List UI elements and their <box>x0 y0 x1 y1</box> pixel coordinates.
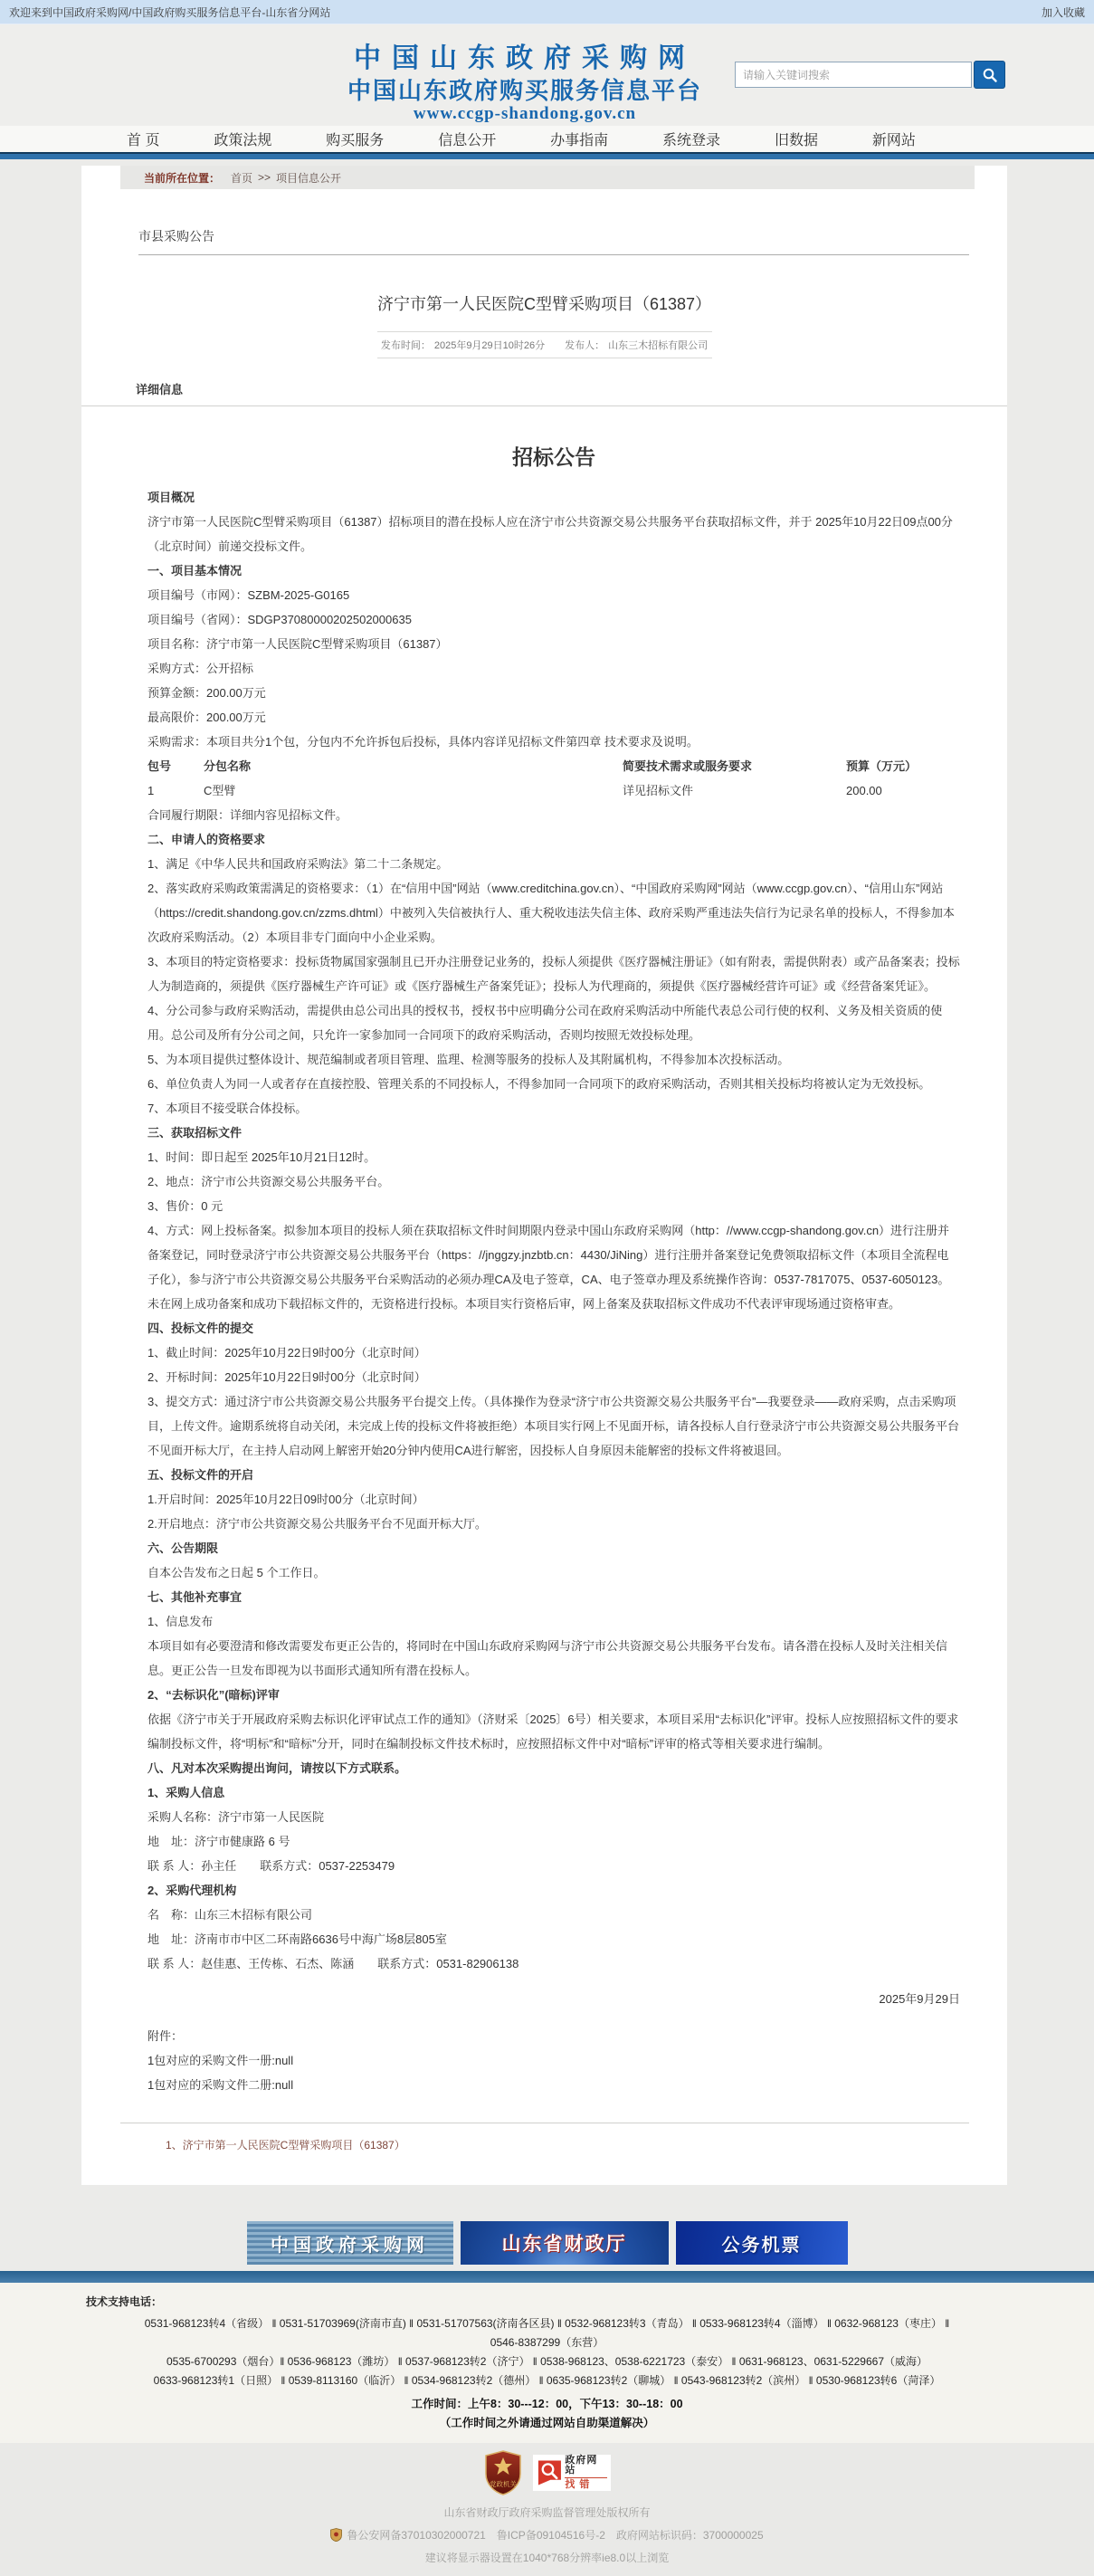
breadcrumb-label: 当前所在位置： <box>144 171 221 185</box>
police-badge-icon <box>330 2528 342 2542</box>
banner-links <box>0 2221 1094 2265</box>
nav <box>127 129 916 149</box>
find-error-badge[interactable] <box>533 2455 611 2491</box>
package-table-row <box>147 778 960 803</box>
article-paragraph: 项目编号（省网）：SDGP37080000202502000635 <box>147 613 412 626</box>
logo-line1: 中国山东政府采购网 <box>354 43 696 73</box>
nav-item[interactable]: 信息公开 <box>438 133 497 148</box>
package-cell: 预算（万元） <box>846 759 918 773</box>
article-title: 招标公告 <box>512 445 595 469</box>
bottom-footer <box>0 2443 1094 2576</box>
beian-text: 鲁公安网备37010302000721 鲁ICP备09104516号-2 政府网站标识码：3700000025 <box>347 2529 764 2542</box>
package-cell: 分包名称 <box>204 759 252 773</box>
article-heading: 八、凡对本次采购提出询问，请按以下方式联系。 <box>147 1761 407 1775</box>
support-phone-label: 技术支持电话： <box>86 2295 163 2308</box>
support-phone-lines <box>0 2314 1094 2390</box>
article-paragraph: 5、为本项目提供过整体设计、规范编制或者项目管理、监理、检测等服务的投标人及其附属机构，不得参加本次投标活动。 <box>147 1053 790 1066</box>
article-paragraph: 1、信息发布 <box>147 1615 214 1628</box>
article-paragraph: 4、分公司参与政府采购活动，需提供由总公司出具的授权书，授权书中应明确分公司在政府采购活动中所能代表总公司行使的权利、义务及相关资质的使用。总公司及所有分公司之间，只允许一家参加同一合同项下的政府采购活动，否则均按照无效投标处理。 <box>147 1004 943 1042</box>
banner-link[interactable]: 山东省财政厅 <box>461 2221 669 2265</box>
article-heading: 三、获取招标文件 <box>147 1126 243 1140</box>
support-phone-line: 0535-6700293（烟台）‖ 0536-968123（潍坊） ‖ 0537-968123转2（济宁） ‖ 0538-968123、0538-6221723（泰安） ‖ 0631-968123、0631-5229667（威海） <box>166 2355 928 2368</box>
logo-url: www.ccgp-shandong.gov.cn <box>413 104 637 123</box>
publish-time-label: 发布时间： <box>380 340 431 351</box>
breadcrumb-current-link[interactable]: 项目信息公开 <box>276 171 342 185</box>
article-heading: 二、申请人的资格要求 <box>147 833 266 846</box>
article-paragraph: 2、地点：济宁市公共资源交易公共服务平台。 <box>147 1175 390 1188</box>
article-paragraph: 依据《济宁市关于开展政府采购去标识化评审试点工作的通知》（济财采〔2025〕6号）相关要求，本项目采用“去标识化”评审。投标人应按照招标文件的要求编制投标文件，将“明标”和“暗标”分开，同时在编制投标文件技术标时，应按照招标文件中对“暗标”评审的格式等相关要求进行编制。 <box>147 1713 959 1751</box>
article-heading: 五、投标文件的开启 <box>147 1468 254 1482</box>
resolution-advice: 建议将显示器设置在1040*768分辨率ie8.0以上浏览 <box>424 2552 670 2564</box>
search-button[interactable] <box>974 61 1005 89</box>
article-spacer <box>147 2011 960 2024</box>
article-date: 2025年9月29日 <box>879 1992 960 2006</box>
main-nav <box>0 126 1094 152</box>
nav-item[interactable]: 购买服务 <box>326 133 385 148</box>
site-header <box>0 24 1094 126</box>
article-paragraph: 3、售价：0 元 <box>147 1199 224 1213</box>
detail-info-tab: 详细信息 <box>136 383 184 396</box>
article-paragraph: 项目编号（市网）：SZBM-2025-G0165 <box>147 588 350 602</box>
publisher-label: 发布人： <box>565 340 605 351</box>
nav-item[interactable]: 系统登录 <box>662 133 721 148</box>
add-favorite-link[interactable]: 加入收藏 <box>1041 5 1085 19</box>
find-error-magnifier-icon <box>537 2458 563 2487</box>
gov-emblem-badge[interactable] <box>484 2450 522 2495</box>
article-paragraph: 1、截止时间：2025年10月22日9时00分（北京时间） <box>147 1346 426 1360</box>
article-paragraph: 附件： <box>147 2029 184 2043</box>
article-paragraph: 联 系 人：赵佳惠、王传栋、石杰、陈涵 联系方式：0531-82906138 <box>147 1957 519 1970</box>
find-error-separator <box>565 2477 606 2478</box>
related-list <box>81 2137 1007 2152</box>
attachment-link[interactable]: 1包对应的采购文件一册:null <box>147 2054 294 2067</box>
find-error-top-label: 政府网站 <box>565 2455 598 2476</box>
attachment-link[interactable]: 1包对应的采购文件二册:null <box>147 2078 294 2092</box>
article-heading: 1、采购人信息 <box>147 1786 225 1799</box>
work-time: 工作时间：上午8：30---12：00，下午13：30--18：00 <box>411 2398 683 2410</box>
notice-title: 济宁市第一人民医院C型臂采购项目（61387） <box>376 295 712 313</box>
article-paragraph: 济宁市第一人民医院C型臂采购项目（61387）招标项目的潜在投标人应在济宁市公共资源交易公共服务平台获取招标文件，并于 2025年10月22日09点00分（北京时间）前递交投标文件。 <box>147 515 953 553</box>
article-paragraph: 采购需求：本项目共分1个包，分包内不允许拆包后投标，具体内容详见招标文件第四章 技术要求及说明。 <box>147 735 699 749</box>
article-paragraph: 自本公告发布之日起 5 个工作日。 <box>147 1566 326 1579</box>
article-heading: 七、其他补充事宜 <box>147 1590 243 1604</box>
package-cell: 包号 <box>147 759 172 773</box>
gov-emblem-text: 党政机关 <box>489 2480 517 2488</box>
support-phone-line: 0546-8387299（东营） <box>490 2336 604 2349</box>
notice-meta <box>377 331 712 358</box>
beian-line <box>0 2527 1094 2543</box>
nav-item[interactable]: 旧数据 <box>774 133 818 148</box>
banner-link[interactable]: 公务机票 <box>676 2221 848 2265</box>
banner-link[interactable]: 中国政府采购网 <box>247 2221 453 2265</box>
nav-item[interactable]: 政策法规 <box>214 133 272 148</box>
article-heading: 一、项目基本情况 <box>147 564 243 577</box>
article-paragraph: 4、方式：网上投标备案。拟参加本项目的投标人须在获取招标文件时间期限内登录中国山东政府采购网（http：//www.ccgp-shandong.gov.cn）进行注册并备案登记，同时登录济宁市公共资源交易公共服务平台（https：//jnggzy.jnzbtb.cn：4430/JiNing）进行注册并备案登记免费领取招标文件（本项目全流程电子化），参与济宁市公共资源交易公共服务平台采购活动的必须办理CA及电子签章，CA、电子签章办理及系统操作咨询：0537-7817075、0537-6050123。未在网上成功备案和成功下载招标文件的，无资格进行投标。本项目实行资格后审，网上备案及获取招标文件成功不代表评审现场通过资格审查。 <box>147 1224 950 1311</box>
package-cell: 详见招标文件 <box>623 784 694 797</box>
support-phone-line: 0531-968123转4（省级） ‖ 0531-51703969(济南市直) ‖ 0531-51707563(济南各区县) ‖ 0532-968123转3（青岛） ‖ 0533-968123转4（淄博） ‖ 0632-968123（枣庄） ‖ <box>144 2317 950 2330</box>
article-paragraph: 1、时间：即日起至 2025年10月21日12时。 <box>147 1150 376 1164</box>
breadcrumb-separator: >> <box>258 171 271 184</box>
footer-divider-bar <box>0 2271 1094 2283</box>
article-paragraph: 7、本项目不接受联合体投标。 <box>147 1102 308 1115</box>
package-cell: C型臂 <box>204 784 236 797</box>
article-heading: 2、“去标识化”(暗标)评审 <box>147 1688 280 1702</box>
publish-time: 2025年9月29日10时26分 <box>433 340 546 351</box>
article-paragraph: 3、本项目的特定资格要求：投标货物属国家强制且已开办注册登记业务的，投标人须提供《医疗器械注册证》（如有附表，需提供附表）或产品备案表；投标人为制造商的，须提供《医疗器械生产许可证》或《医疗器械生产备案凭证》；投标人为代理商的，须提供《医疗器械经营许可证》或《经营备案凭证》。 <box>147 955 960 993</box>
article-heading: 2、采购代理机构 <box>147 1884 237 1897</box>
top-bar <box>0 0 1094 24</box>
article-paragraph: 合同履行期限：详细内容见招标文件。 <box>147 808 348 822</box>
support-footer <box>0 2283 1094 2443</box>
related-notice-link[interactable]: 1、济宁市第一人民医院C型臂采购项目（61387） <box>166 2139 405 2151</box>
find-error-text <box>565 2456 606 2490</box>
article-heading: 四、投标文件的提交 <box>147 1321 254 1335</box>
nav-item[interactable]: 办事指南 <box>550 133 609 148</box>
package-cell: 200.00 <box>846 784 882 797</box>
article-paragraph: 名 称：山东三木招标有限公司 <box>147 1908 313 1922</box>
package-cell: 简要技术需求或服务要求 <box>623 759 753 773</box>
article-paragraph: 2.开启地点：济宁市公共资源交易公共服务平台不见面开标大厅。 <box>147 1517 487 1531</box>
article-paragraph: 项目名称：济宁市第一人民医院C型臂采购项目（61387） <box>147 637 448 651</box>
footer-badges <box>0 2450 1094 2495</box>
package-cell: 1 <box>147 784 155 797</box>
article <box>147 441 960 2097</box>
article-body <box>147 485 960 2097</box>
logo-line2: 中国山东政府购买服务信息平台 <box>347 77 702 104</box>
article-paragraph: 2、落实政府采购政策需满足的资格要求：（1）在“信用中国”网站（www.creditchina.gov.cn）、“中国政府采购网”网站（www.ccgp.gov.cn）、“信用山东”网站（https://credit.shandong.gov.cn/zzms.dhtml）中被列入失信被执行人、重大税收违法失信主体、政府采购严重违法失信行为记录名单的投标人，不得参加本次政府采购活动。（2）本项目非专门面向中小企业采购。 <box>147 882 955 944</box>
article-paragraph: 1.开启时间：2025年10月22日09时00分（北京时间） <box>147 1493 424 1506</box>
breadcrumb <box>120 166 975 189</box>
after-hours-note: （工作时间之外请通过网站自助渠道解决） <box>439 2417 655 2429</box>
article-paragraph: 1、满足《中华人民共和国政府采购法》第二十二条规定。 <box>147 857 449 871</box>
article-paragraph: 2、开标时间：2025年10月22日9时00分（北京时间） <box>147 1370 426 1384</box>
content-card <box>81 166 1007 2185</box>
article-paragraph: 3、提交方式：通过济宁市公共资源交易公共服务平台提交上传。（具体操作为登录“济宁市公共资源交易公共服务平台”—我要登录——政府采购，点击采购项目，上传文件。逾期系统将自动关闭，未完成上传的投标文件将被拒绝）本项目实行网上不见面开标，请各投标人自行登录济宁市公共资源交易公共服务平台不见面开标大厅，在主持人启动网上解密开始20分钟内使用CA进行解密，因投标人自身原因未能解密的投标文件将被退回。 <box>147 1395 960 1457</box>
article-paragraph: 采购人名称：济宁市第一人民医院 <box>147 1810 325 1824</box>
article-heading: 项目概况 <box>147 491 195 504</box>
article-paragraph: 采购方式：公开招标 <box>147 662 254 675</box>
nav-item[interactable]: 新网站 <box>871 133 916 148</box>
site-logo[interactable] <box>330 35 719 124</box>
welcome-text: 欢迎来到中国政府采购网/中国政府购买服务信息平台-山东省分网站 <box>9 5 331 19</box>
article-paragraph: 6、单位负责人为同一人或者存在直接控股、管理关系的不同投标人，不得参加同一合同项下的政府采购活动，否则其相关投标均将被认定为无效投标。 <box>147 1077 931 1091</box>
article-heading: 六、公告期限 <box>147 1541 219 1555</box>
section-title: 市县采购公告 <box>138 189 969 255</box>
article-paragraph: 地 址：济南市市中区二环南路6636号中海广场8层805室 <box>147 1932 447 1946</box>
copyright-text: 山东省财政厅政府采购监督管理处版权所有 <box>443 2506 651 2519</box>
find-error-bottom-label: 找错 <box>565 2479 595 2490</box>
search-icon <box>982 67 998 83</box>
nav-item[interactable]: 首 页 <box>127 133 160 148</box>
article-paragraph: 最高限价：200.00万元 <box>147 711 266 724</box>
article-paragraph: 预算金额：200.00万元 <box>147 686 266 700</box>
article-paragraph: 联 系 人：孙主任 联系方式：0537-2253479 <box>147 1859 395 1873</box>
nav-divider-bar <box>0 152 1094 159</box>
breadcrumb-home-link[interactable]: 首页 <box>231 171 253 185</box>
support-phone-line: 0633-968123转1（日照） ‖ 0539-8113160（临沂） ‖ 0534-968123转2（德州） ‖ 0635-968123转2（聊城） ‖ 0543-968123转2（滨州） ‖ 0530-968123转6（菏泽） <box>153 2374 941 2387</box>
publisher: 山东三木招标有限公司 <box>608 340 709 351</box>
search-box <box>735 61 1005 89</box>
detail-divider <box>81 405 1007 406</box>
search-input[interactable] <box>735 62 972 88</box>
package-table-header <box>147 754 960 778</box>
article-paragraph: 地 址：济宁市健康路 6 号 <box>147 1835 290 1848</box>
article-paragraph: 本项目如有必要澄清和修改需要发布更正公告的，将同时在中国山东政府采购网与济宁市公共资源交易公共服务平台发布。请各潜在投标人及时关注相关信息。更正公告一旦发布即视为以书面形式通知所有潜在投标人。 <box>147 1639 948 1677</box>
